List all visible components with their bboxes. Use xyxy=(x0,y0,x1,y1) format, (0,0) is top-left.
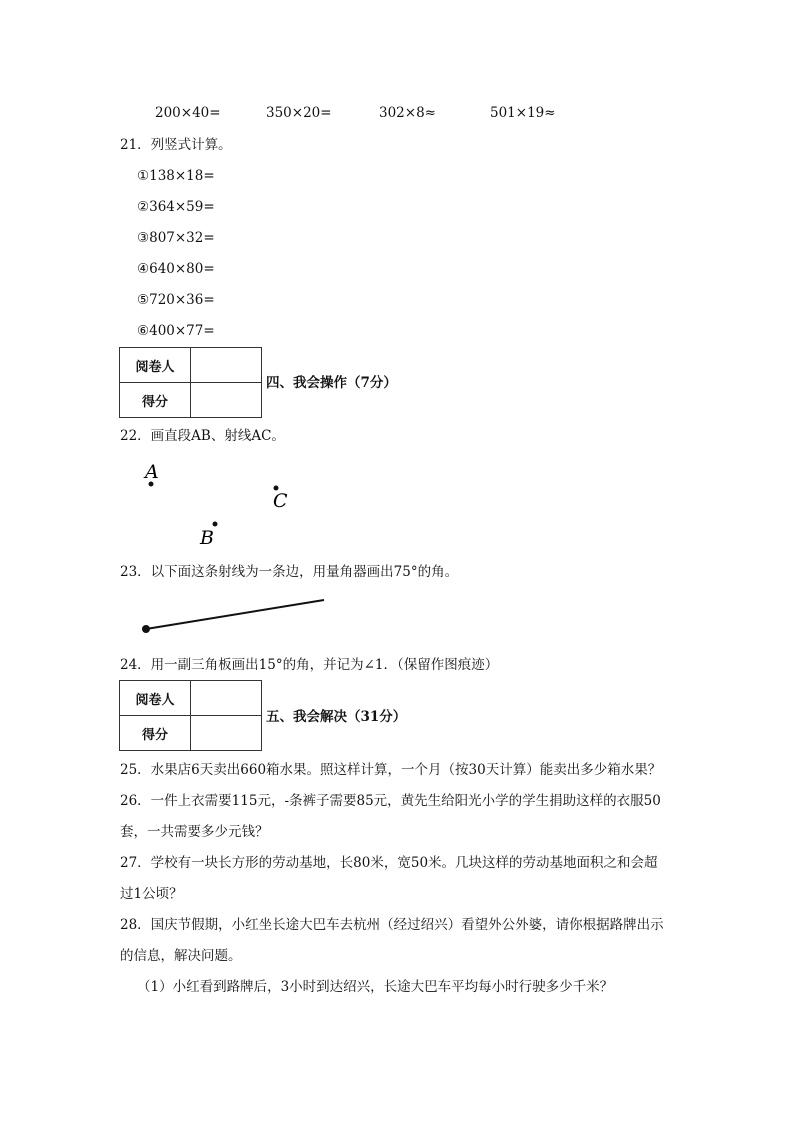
ray-line xyxy=(146,600,324,629)
question-26-line1: 26．一件上衣需要115元，-条裤子需要85元，黄先生给阳光小学的学生捐助这样的衣服50 xyxy=(120,793,661,809)
question-27-line2: 过1公顷？ xyxy=(120,886,183,902)
estimation-item: 350×20= xyxy=(266,105,332,121)
question-24: 24．用一副三角板画出15°的角，并记为∠1．（保留作图痕迹） xyxy=(120,657,499,673)
point-a-label: A xyxy=(145,461,159,483)
ray-endpoint xyxy=(142,625,150,633)
question-21-title: 21．列竖式计算。 xyxy=(120,137,232,153)
reviewer-label: 阅卷人 xyxy=(120,348,191,383)
estimation-item: 501×19≈ xyxy=(490,105,556,121)
question-28-line1: 28．国庆节假期，小红坐长途大巴车去杭州（经过绍兴）看望外公外婆，请你根据路牌出示 xyxy=(120,917,664,933)
question-26-line2: 套，一共需要多少元钱？ xyxy=(120,824,269,840)
section-5-heading: 五、我会解决（31分） xyxy=(266,709,407,725)
question-27-line1: 27．学校有一块长方形的劳动基地，长80米，宽50米。几块这样的劳动基地面积之和会超 xyxy=(120,855,658,871)
point-c-label: C xyxy=(273,490,288,512)
q21-item: ①138×18= xyxy=(137,168,215,184)
estimation-item: 302×8≈ xyxy=(379,105,436,121)
reviewer-label: 阅卷人 xyxy=(120,681,191,716)
point-b xyxy=(213,522,218,527)
q21-item: ④640×80= xyxy=(137,261,215,277)
question-28-line2: 的信息，解决问题。 xyxy=(120,948,242,964)
score-label: 得分 xyxy=(120,383,191,418)
question-23: 23．以下面这条射线为一条边，用量角器画出75°的角。 xyxy=(120,564,459,580)
section-4-heading: 四、我会操作（7分） xyxy=(266,375,397,391)
point-b-label: B xyxy=(200,527,214,549)
estimation-item: 200×40= xyxy=(155,105,221,121)
score-label: 得分 xyxy=(120,716,191,751)
q21-item: ⑤720×36= xyxy=(137,292,215,308)
q21-item: ⑥400×77= xyxy=(137,323,215,339)
question-22: 22．画直段AB、射线AC。 xyxy=(120,428,285,444)
q21-item: ②364×59= xyxy=(137,199,215,215)
q21-item: ③807×32= xyxy=(137,230,215,246)
question-25: 25．水果店6天卖出660箱水果。照这样计算，一个月（按30天计算）能卖出多少箱水果？ xyxy=(120,762,662,778)
question-28-part-1: （1）小红看到路牌后，3小时到达绍兴，长途大巴车平均每小时行驶多少千米？ xyxy=(137,979,614,995)
